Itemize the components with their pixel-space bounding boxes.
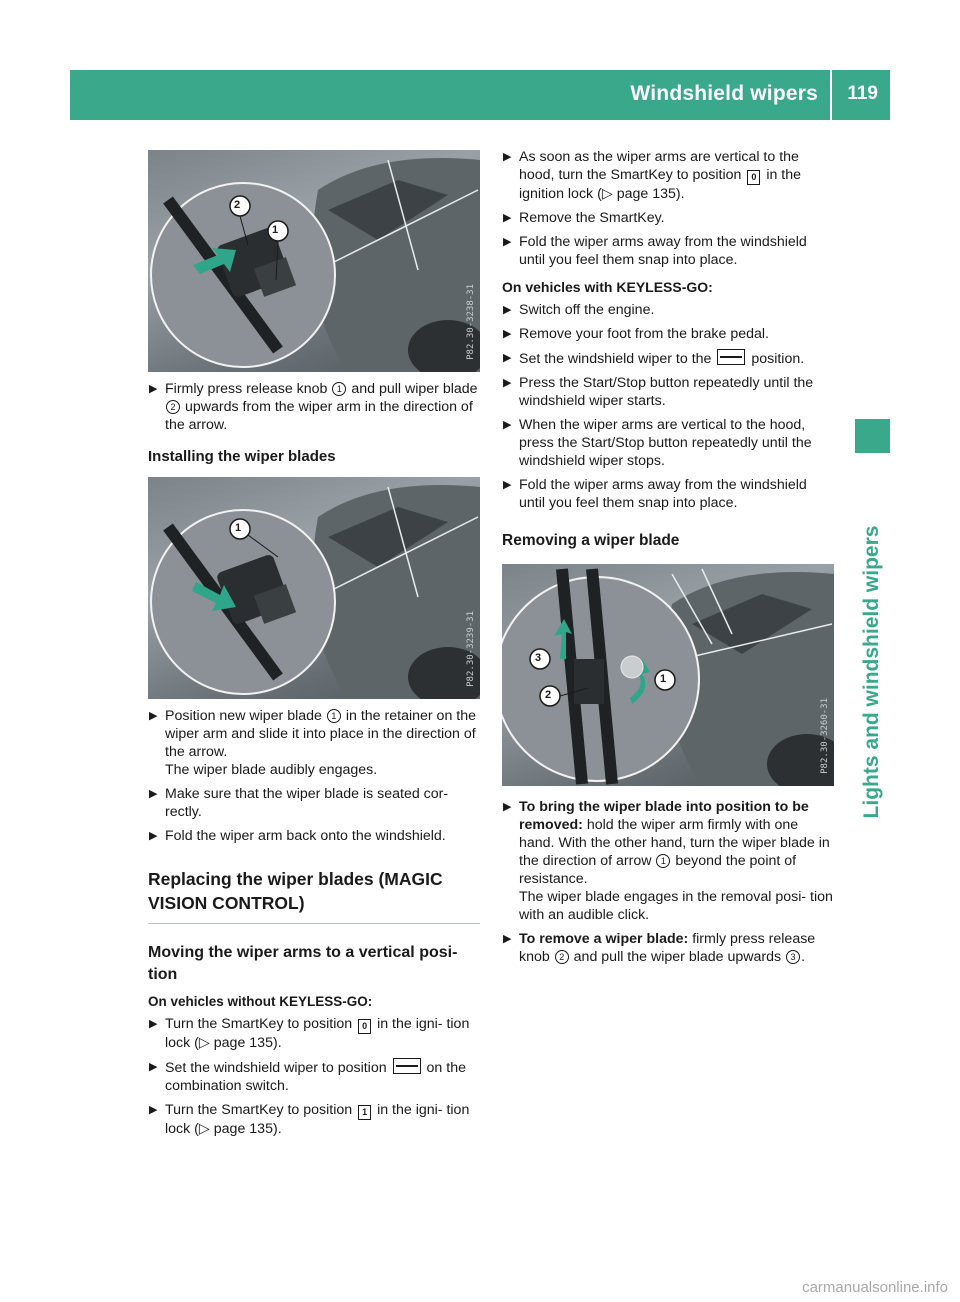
side-tab-marker [855,419,890,453]
right-column [502,148,834,966]
step-arrow-icon: ▶ [149,1104,158,1116]
step-fold-away: ▶ Fold the wiper arms away from the windshield until you feel them snap into place. [503,234,807,268]
step-arrow-icon: ▶ [503,212,512,224]
key-position-1-icon: 1 [358,1105,371,1120]
step-arrow-icon: ▶ [149,788,158,800]
step-arrow-icon: ▶ [503,933,512,945]
footer-watermark: carmanualsonline.info [802,1279,948,1296]
step-foot-off-brake: ▶ Remove your foot from the brake pedal. [503,326,769,342]
page-reference-link[interactable]: page 135 [213,1035,273,1051]
step-arrow-icon: ▶ [149,1018,158,1030]
figure-remove-blade [502,564,834,786]
callout-1: 1 [272,224,279,236]
step-vertical-key-0: ▶ As soon as the wiper arms are vertical to the hood, turn the SmartKey to position 0 in the ignition lock (▷ page 135). [503,149,802,202]
step-arrow-icon: ▶ [149,830,158,842]
step-release-knob: ▶ Firmly press release knob 1 and pull wiper blade 2 upwards from the wiper arm in the direction of the arrow. [149,381,478,433]
figure-code: P82.30-3260-31 [820,698,830,774]
figure-code: P82.30-3239-31 [466,611,476,687]
wiper-continuous-icon [717,349,745,365]
header-divider [830,70,832,120]
step-arrow-icon: ▶ [503,419,512,431]
step-arrow-icon: ▶ [149,710,158,722]
figure-install-blade [148,477,480,699]
callout-1-icon: 1 [656,854,670,868]
step-key-position-0: ▶ Turn the SmartKey to position 0 in the igni- tion lock (▷ page 135). [149,1016,470,1051]
without-keyless-label: On vehicles without KEYLESS-GO: [148,994,373,1009]
callout-2: 2 [545,689,552,701]
step-arrow-icon: ▶ [149,383,158,395]
figure-release-blade [148,150,480,372]
step-start-wiper: ▶ Press the Start/Stop button repeatedly until the windshield wiper starts. [503,375,814,409]
moving-heading: Moving the wiper arms to a vertical posi- tion [148,944,458,983]
callout-2: 2 [234,199,241,211]
callout-1: 1 [660,673,667,685]
step-set-wiper: ▶ Set the windshield wiper to the position. [503,351,805,367]
step-wiper-position: ▶ Set the windshield wiper to position on the combination switch. [149,1060,466,1094]
with-keyless-label: On vehicles with KEYLESS-GO: [502,279,713,295]
step-arrow-icon: ▶ [503,377,512,389]
section-rule [148,923,480,924]
step-arrow-icon: ▶ [503,151,512,163]
step-arrow-icon: ▶ [503,304,512,316]
figure-illustration [148,477,480,699]
callout-2-icon: 2 [555,950,569,964]
header-bar [70,70,890,120]
step-arrow-icon: ▶ [503,328,512,340]
step-arrow-icon: ▶ [503,236,512,248]
callout-1: 1 [235,522,242,534]
left-column [148,150,480,1138]
side-tab-label: Lights and windshield wipers [860,525,883,819]
section-title: Windshield wipers [630,82,818,105]
step-bring-to-removal: ▶ To bring the wiper blade into position to be removed: hold the wiper arm firmly with one hand. With the other hand, turn the wiper blade in the direction of arrow 1 beyond the point of resistance. The wiper blade engages in the removal posi- tion with an audible click. [503,799,833,923]
callout-3: 3 [535,652,542,664]
step-fold-back: ▶ Fold the wiper arm back onto the windshield. [149,828,446,844]
figure-code: P82.30-3238-31 [466,284,476,360]
installing-heading: Installing the wiper blades [148,448,336,465]
step-remove-key: ▶ Remove the SmartKey. [503,210,665,226]
step-engine-off: ▶ Switch off the engine. [503,302,655,318]
page-ref-arrow-icon: ▷ [198,1035,210,1051]
step-remove-blade: ▶ To remove a wiper blade: firmly press release knob 2 and pull the wiper blade upwards 3 . [503,931,816,965]
callout-2-icon: 2 [166,400,180,414]
page-reference-link[interactable]: page 135 [213,1121,273,1137]
page-ref-arrow-icon: ▷ [198,1121,210,1137]
key-position-0-icon: 0 [358,1019,371,1034]
step-stop-wiper: ▶ When the wiper arms are vertical to the hood, press the Start/Stop button repeatedly until the windshield wiper stops. [503,417,812,469]
removing-heading: Removing a wiper blade [502,532,680,549]
page-ref-arrow-icon: ▷ [601,186,613,202]
step-check-seated: ▶ Make sure that the wiper blade is seated cor- rectly. [149,786,449,820]
step-key-position-1: ▶ Turn the SmartKey to position 1 in the igni- tion lock (▷ page 135). [149,1102,470,1137]
wiper-continuous-icon [393,1058,421,1074]
step-fold-away-2: ▶ Fold the wiper arms away from the windshield until you feel them snap into place. [503,477,807,511]
step-arrow-icon: ▶ [503,479,512,491]
figure-illustration [502,564,834,786]
figure-illustration [148,150,480,372]
replacing-heading: Replacing the wiper blades (MAGIC VISION CONTROL) [148,869,443,913]
step-arrow-icon: ▶ [503,801,512,813]
page-number: 119 [847,83,878,104]
callout-3-icon: 3 [786,950,800,964]
page-reference-link[interactable]: page 135 [616,186,676,202]
key-position-0-icon: 0 [747,170,760,185]
callout-1-icon: 1 [327,709,341,723]
callout-1-icon: 1 [332,382,346,396]
step-position-blade: ▶ Position new wiper blade 1 in the retainer on the wiper arm and slide it into place in the direction of the arrow. The wiper blade audibly engages. [149,708,476,778]
step-arrow-icon: ▶ [149,1061,158,1073]
step-arrow-icon: ▶ [503,352,512,364]
